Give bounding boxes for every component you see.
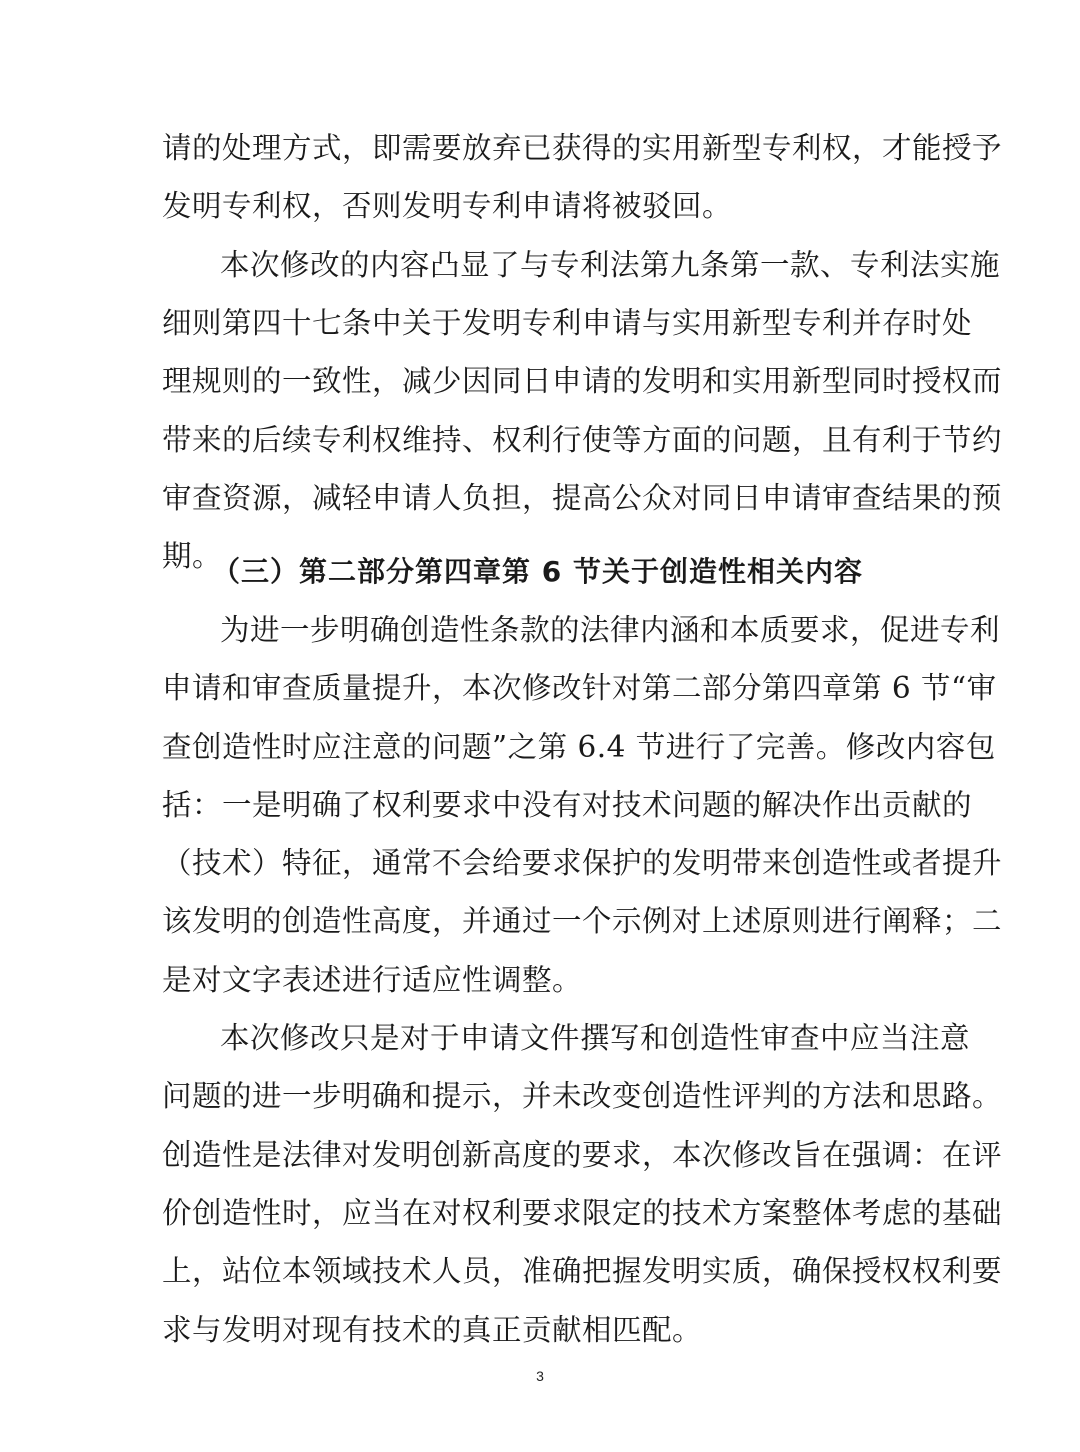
paragraph-line: 发明专利权，否则发明专利申请将被驳回。: [162, 189, 733, 223]
paragraph-line: 本次修改只是对于申请文件撰写和创造性审查中应当注意: [220, 1021, 971, 1055]
paragraph-line: 价创造性时，应当在对权利要求限定的技术方案整体考虑的基础: [162, 1196, 1003, 1230]
paragraph-line: 查创造性时应注意的问题”之第 6.4 节进行了完善。修改内容包: [162, 730, 996, 764]
paragraph-line: 括：一是明确了权利要求中没有对技术问题的解决作出贡献的: [162, 788, 973, 822]
paragraph-line: （技术）特征，通常不会给要求保护的发明带来创造性或者提升: [162, 846, 1003, 880]
paragraph-line: 问题的进一步明确和提示，并未改变创造性评判的方法和思路。: [162, 1079, 1003, 1113]
page-number: 3: [536, 1368, 544, 1384]
paragraph-line: 是对文字表述进行适应性调整。: [162, 963, 583, 997]
paragraph-line: 期。: [162, 539, 223, 573]
paragraph-line: 上，站位本领域技术人员，准确把握发明实质，确保授权权利要: [162, 1254, 1003, 1288]
paragraph-line: 申请和审查质量提升，本次修改针对第二部分第四章第 6 节“审: [162, 671, 997, 705]
section-heading: （三）第二部分第四章第 6 节关于创造性相关内容: [212, 555, 863, 588]
paragraph-line: 带来的后续专利权维持、权利行使等方面的问题，且有利于节约: [162, 423, 1003, 457]
paragraph-line: 为进一步明确创造性条款的法律内涵和本质要求，促进专利: [220, 613, 1001, 647]
paragraph-line: 该发明的创造性高度，并通过一个示例对上述原则进行阐释；二: [162, 904, 1003, 938]
paragraph-line: 请的处理方式，即需要放弃已获得的实用新型专利权，才能授予: [162, 131, 1003, 165]
paragraph-line: 创造性是法律对发明创新高度的要求，本次修改旨在强调：在评: [162, 1138, 1003, 1172]
paragraph-line: 细则第四十七条中关于发明专利申请与实用新型专利并存时处: [162, 306, 973, 340]
paragraph-line: 理规则的一致性，减少因同日申请的发明和实用新型同时授权而: [162, 364, 1003, 398]
paragraph-line: 求与发明对现有技术的真正贡献相匹配。: [162, 1313, 703, 1347]
paragraph-line: 本次修改的内容凸显了与专利法第九条第一款、专利法实施: [220, 248, 1001, 282]
paragraph-line: 审查资源，减轻申请人负担，提高公众对同日申请审查结果的预: [162, 481, 1003, 515]
